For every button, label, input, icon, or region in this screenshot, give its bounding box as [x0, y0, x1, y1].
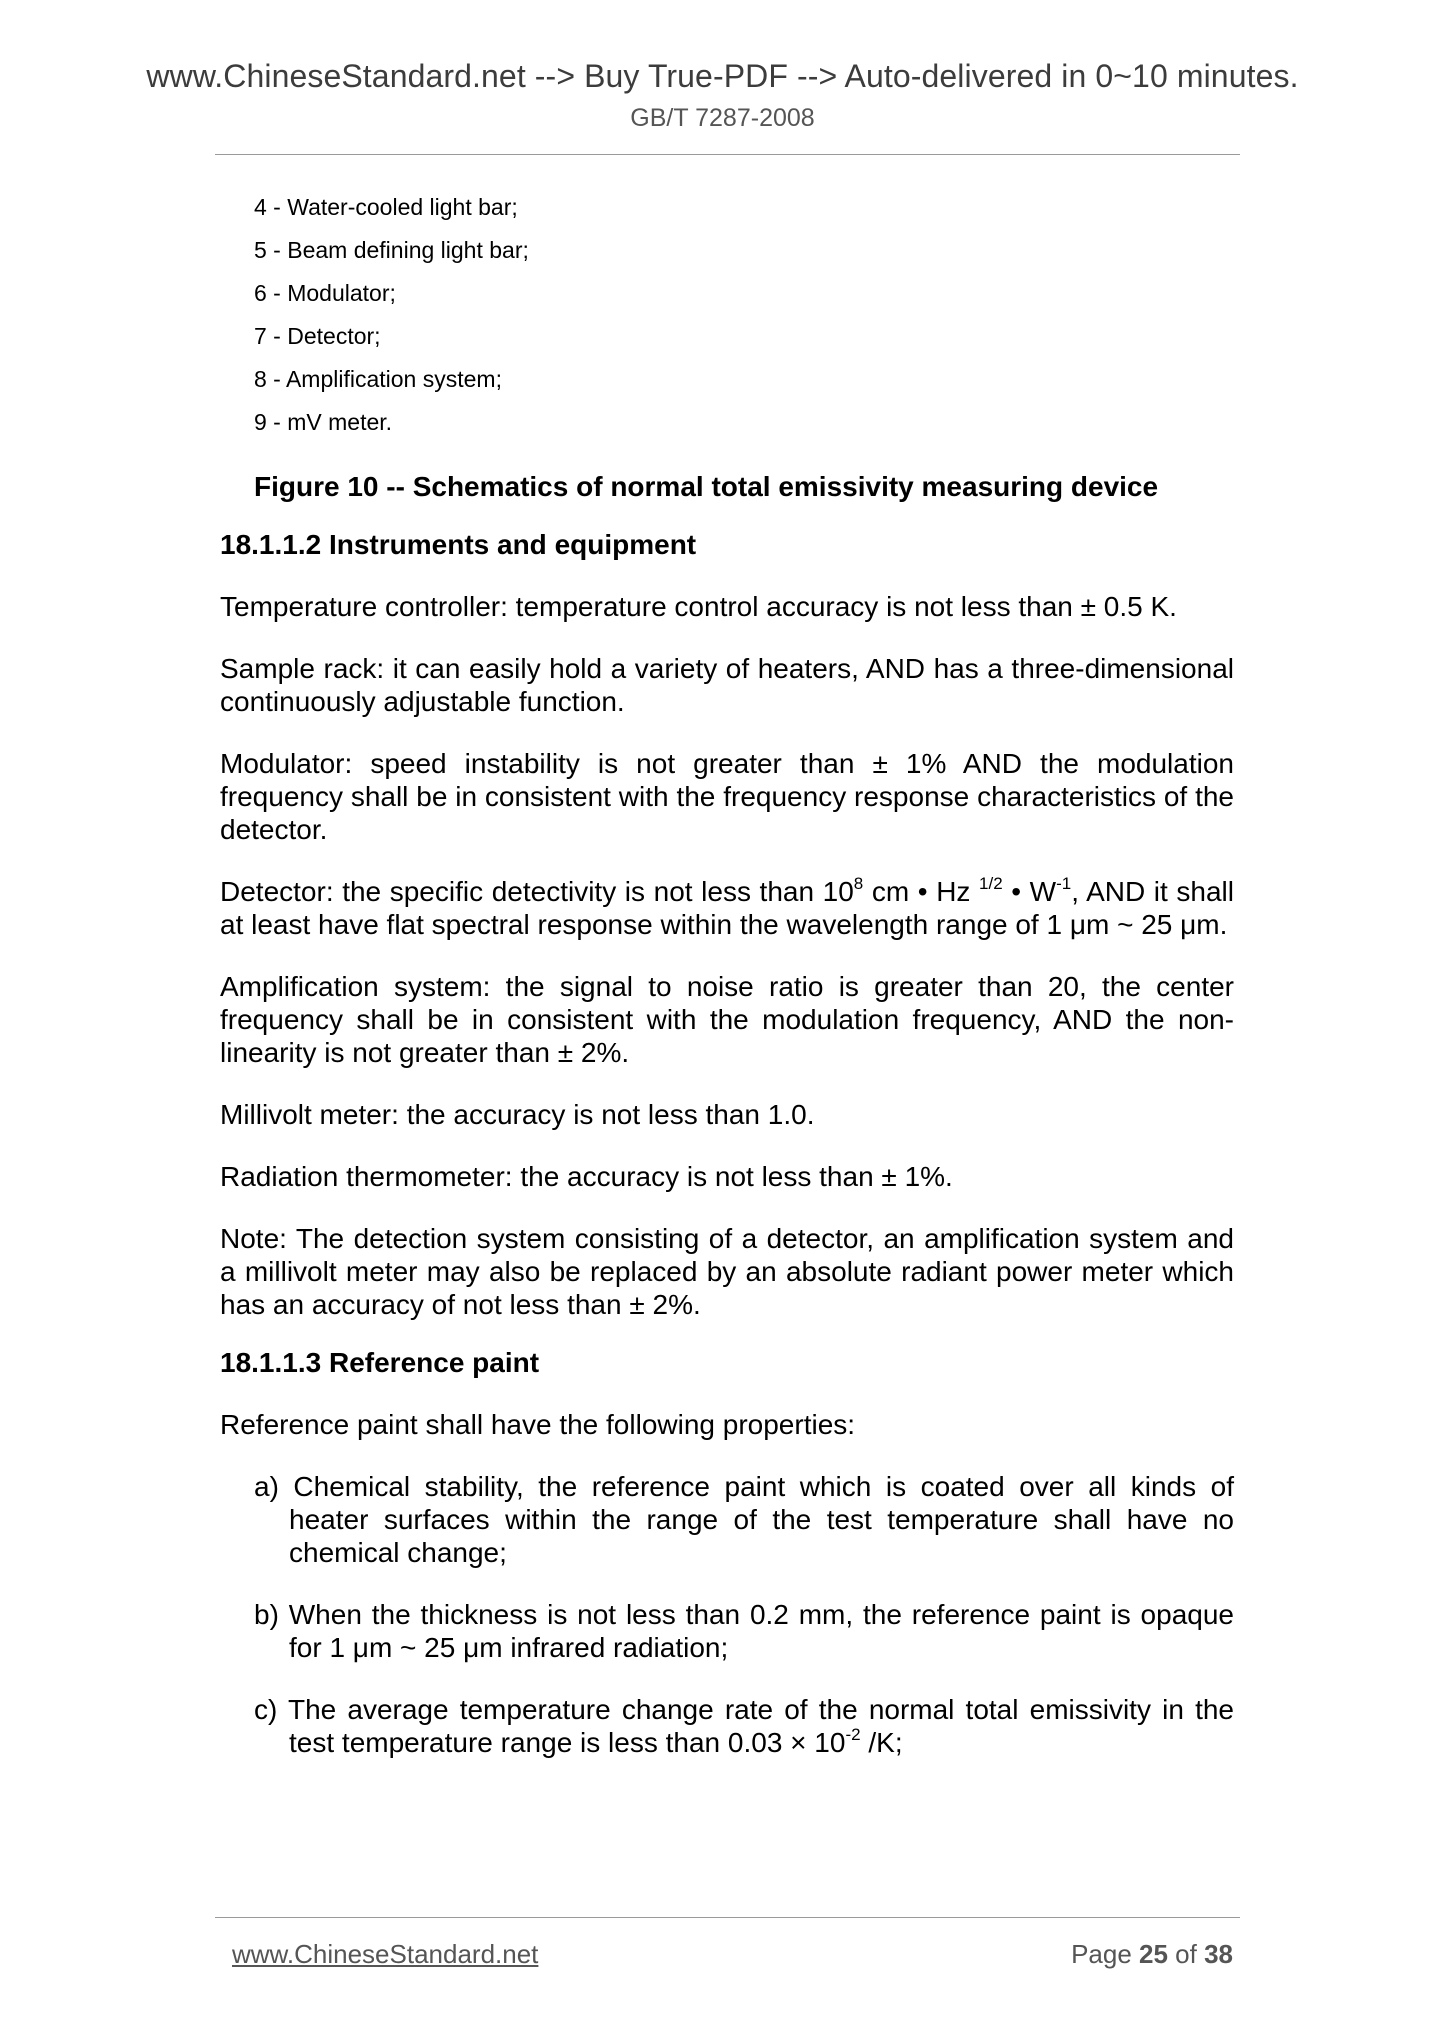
- millivolt-paragraph: Millivolt meter: the accuracy is not less than 1.0.: [220, 1099, 815, 1130]
- detector-text: • W: [1002, 876, 1057, 907]
- temperature-controller-paragraph: Temperature controller: temperature control accuracy is not less than ± 0.5 K.: [220, 591, 1177, 622]
- footer-divider: [215, 1917, 1240, 1918]
- amplification-paragraph: Amplification system: the signal to noise ratio is greater than 20, the center frequency shall be in consistent with the modulation frequency, AND the non-linearity is not greater than ± 2%.: [220, 971, 1234, 1068]
- detector-text: cm • Hz: [863, 876, 980, 907]
- superscript: -2: [845, 1724, 861, 1744]
- superscript: -1: [1056, 873, 1072, 893]
- legend-item: 9 - mV meter.: [254, 409, 393, 435]
- section-heading-reference-paint: 18.1.1.3 Reference paint: [220, 1347, 540, 1378]
- page-total: 38: [1204, 1939, 1233, 1969]
- figure-caption: Figure 10 -- Schematics of normal total emissivity measuring device: [254, 471, 1159, 502]
- superscript: 8: [853, 873, 864, 893]
- list-item: [254, 1693, 1234, 1759]
- page-content: [220, 195, 1234, 1759]
- page-prefix: Page: [1071, 1939, 1140, 1969]
- detector-text: Detector: the specific detectivity is not less than 10: [220, 876, 854, 907]
- header-banner: www.ChineseStandard.net --> Buy True-PDF --> Auto-delivered in 0~10 minutes.: [146, 58, 1299, 94]
- legend-item: 7 - Detector;: [254, 323, 381, 349]
- detector-paragraph: [220, 875, 1234, 941]
- header-divider: [215, 154, 1240, 155]
- list-item: a) Chemical stability, the reference paint which is coated over all kinds of heater surfaces within the range of the test temperature shall have no chemical change;: [254, 1471, 1234, 1568]
- list-item-text: /K;: [860, 1727, 903, 1758]
- section-heading-instruments: 18.1.1.2 Instruments and equipment: [220, 529, 697, 560]
- page-number: [1071, 1939, 1233, 1970]
- list-item-text: c) The average temperature change rate of the normal total emissivity in the test temperature range is less than 0.03 × 10: [254, 1694, 1234, 1758]
- sample-rack-paragraph: Sample rack: it can easily hold a variety of heaters, AND has a three-dimensional continuously adjustable function.: [220, 653, 1234, 717]
- page-of: of: [1167, 1939, 1205, 1969]
- reference-intro-paragraph: Reference paint shall have the following properties:: [220, 1409, 856, 1440]
- note-paragraph: Note: The detection system consisting of a detector, an amplification system and a millivolt meter may also be replaced by an absolute radiant power meter which has an accuracy of not less than ± 2%.: [220, 1223, 1234, 1320]
- legend-item: 8 - Amplification system;: [254, 366, 502, 392]
- radiation-thermometer-paragraph: Radiation thermometer: the accuracy is not less than ± 1%.: [220, 1161, 953, 1192]
- footer-website-link[interactable]: www.ChineseStandard.net: [232, 1939, 539, 1969]
- superscript: 1/2: [979, 873, 1003, 893]
- legend-item: 4 - Water-cooled light bar;: [254, 194, 518, 220]
- legend-item: 5 - Beam defining light bar;: [254, 237, 529, 263]
- legend-item: 6 - Modulator;: [254, 280, 396, 306]
- list-item: b) When the thickness is not less than 0.2 mm, the reference paint is opaque for 1 μm ~ 25 μm infrared radiation;: [254, 1599, 1234, 1663]
- detector-text: , AND it shall at least have flat spectral response within the wavelength range of 1 μm ~ 25 μm.: [220, 876, 1234, 940]
- page-current: 25: [1139, 1939, 1168, 1969]
- modulator-paragraph: Modulator: speed instability is not greater than ± 1% AND the modulation frequency shall be in consistent with the frequency response characteristics of the detector.: [220, 748, 1234, 845]
- standard-number: GB/T 7287-2008: [630, 104, 815, 132]
